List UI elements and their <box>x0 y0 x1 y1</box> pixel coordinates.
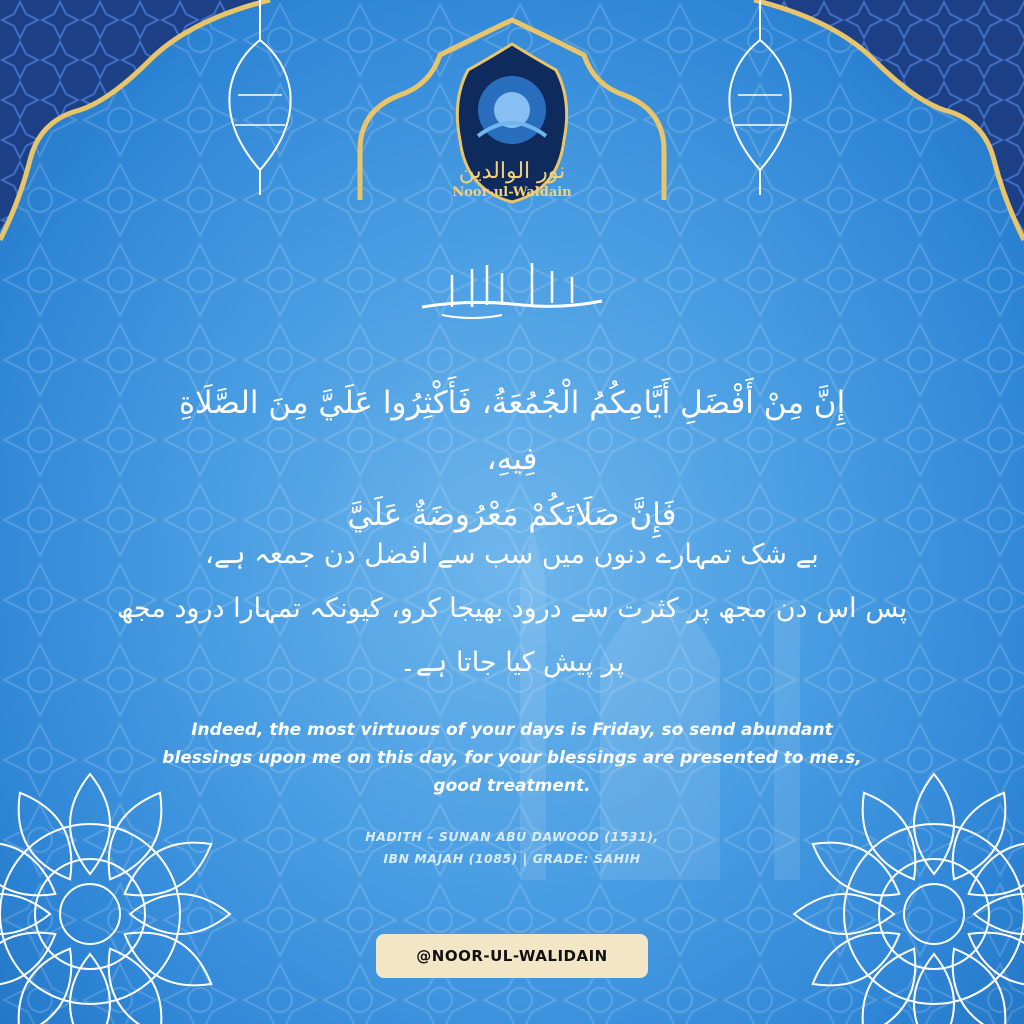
arabic-line: إِنَّ مِنْ أَفْضَلِ أَيَّامِكُمُ الْجُمُعَةُ، فَأَكْثِرُوا عَلَيَّ مِنَ الصَّلَاةِ فِيهِ، <box>178 385 846 477</box>
bismillah-calligraphy-icon <box>412 255 612 325</box>
mandala-ornament-icon <box>784 764 1024 1024</box>
reference-line: HADITH – SUNAN ABU DAWOOD (1531), <box>365 829 659 844</box>
reference-line: IBN MAJAH (1085) | GRADE: SAHIH <box>383 851 641 866</box>
english-translation-text <box>130 716 894 800</box>
hanging-lantern-icon <box>710 0 810 200</box>
english-line: blessings upon me on this day, for your blessings are presented to me.s, <box>162 748 862 768</box>
logo-english-text: Noor-ul-Waldain <box>452 185 572 200</box>
arabic-line: فَإِنَّ صَلَاتَكُمْ مَعْرُوضَةٌ عَلَيَّ <box>347 497 677 533</box>
noor-ul-waldain-logo <box>448 40 576 206</box>
urdu-translation-text <box>110 528 914 690</box>
social-handle-badge[interactable]: @NOOR-UL-WALIDAIN <box>376 934 648 978</box>
english-line: good treatment. <box>433 776 591 796</box>
mandala-ornament-icon <box>0 764 240 1024</box>
arabic-hadith-text <box>150 375 874 543</box>
hanging-lantern-icon <box>210 0 310 200</box>
urdu-line: بے شک تمہارے دنوں میں سب سے افضل دن جمعہ ہے، <box>205 539 819 570</box>
hadith-reference <box>300 826 724 870</box>
english-line: Indeed, the most virtuous of your days is Friday, so send abundant <box>191 720 833 740</box>
urdu-line: پر پیش کیا جاتا ہے۔ <box>399 647 625 678</box>
urdu-line: پس اس دن مجھ پر کثرت سے درود بھیجا کرو، کیونکہ تمہارا درود مجھ <box>116 593 908 624</box>
logo-arabic-text: نور الوالدين <box>458 159 566 184</box>
